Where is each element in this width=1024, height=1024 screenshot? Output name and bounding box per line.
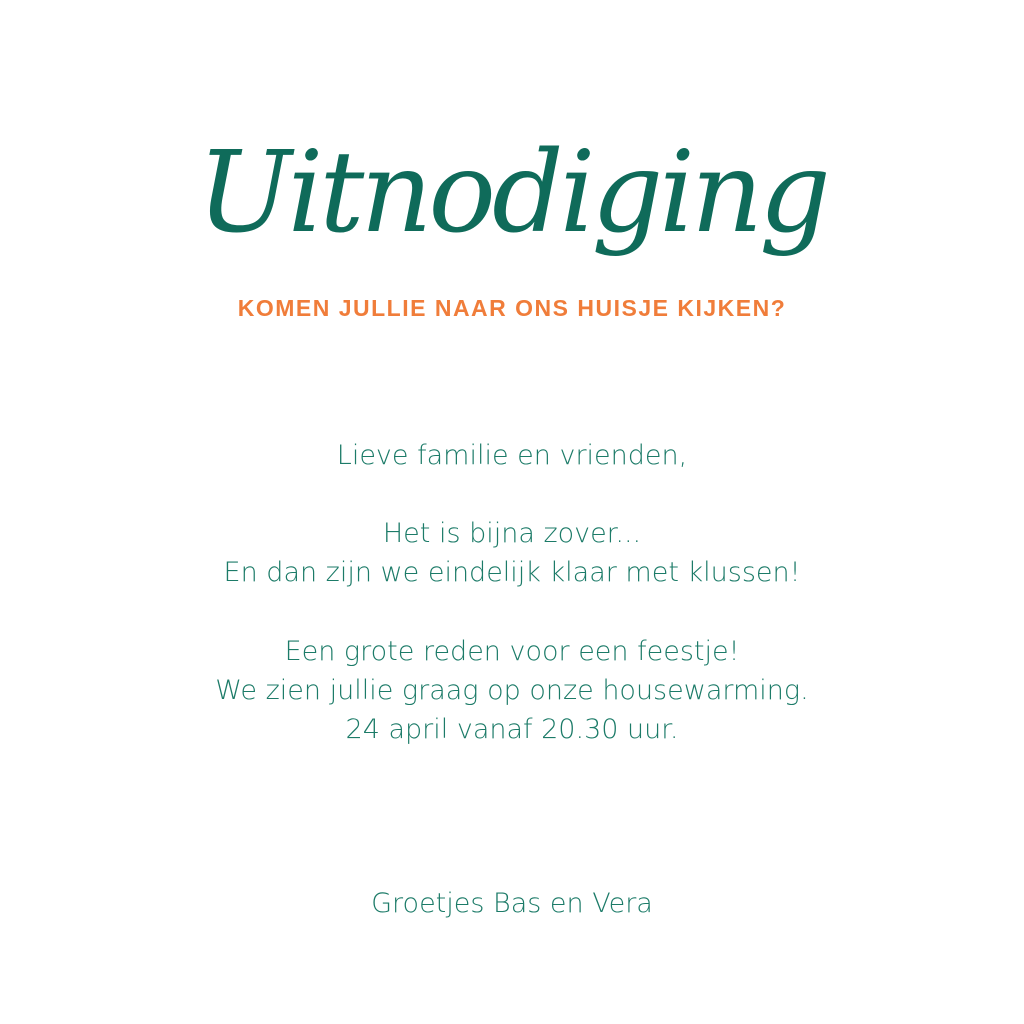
paragraph-details [0, 632, 1024, 749]
text-line: En dan zijn we eindelijk klaar met klussen! [223, 557, 801, 588]
paragraph-announcement [0, 514, 1024, 592]
greeting-line: Lieve familie en vrienden, [336, 440, 688, 471]
text-line: Een grote reden voor een feestje! [284, 636, 740, 667]
text-line: We zien jullie graag op onze housewarming. [215, 675, 809, 706]
invitation-subtitle: KOMEN JULLIE NAAR ONS HUISJE KIJKEN? [237, 295, 787, 321]
text-line: Het is bijna zover... [382, 518, 642, 549]
closing-signature: Groetjes Bas en Vera [371, 888, 653, 919]
event-date-time: 24 april vanaf 20.30 uur. [345, 714, 679, 745]
invitation-title: Uitnodiging [197, 128, 827, 258]
